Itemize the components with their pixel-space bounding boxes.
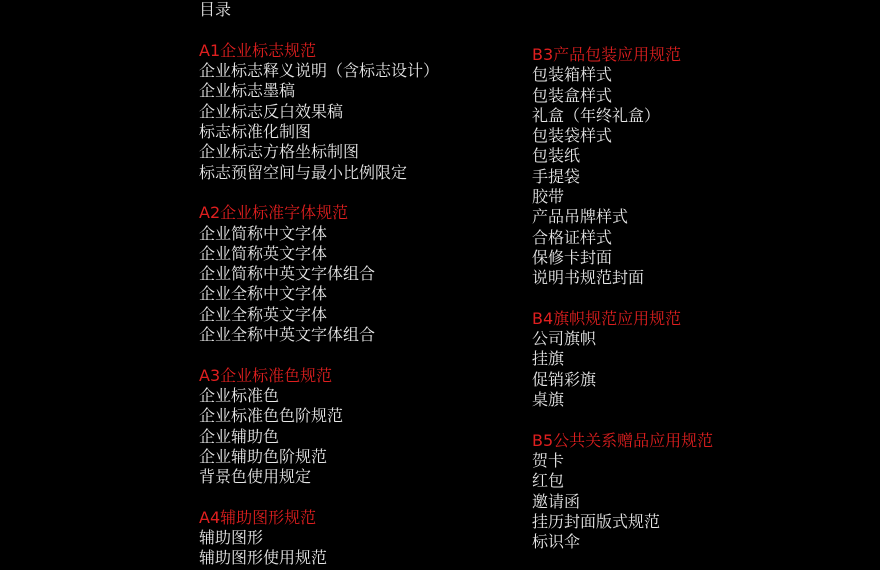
- list-item: 合格证样式: [532, 227, 613, 247]
- list-item: 企业辅助色: [199, 426, 280, 446]
- list-item: 包装纸: [532, 146, 581, 166]
- list-item: 说明书规范封面: [532, 268, 645, 288]
- list-item: 企业简称中文字体: [199, 223, 328, 243]
- list-item: 企业辅助色阶规范: [199, 446, 328, 466]
- list-item: 包装袋样式: [532, 126, 613, 146]
- list-item: 标识伞: [532, 532, 581, 552]
- list-item: 保修卡封面: [532, 247, 613, 267]
- list-item: 礼盒（年终礼盒）: [532, 105, 661, 125]
- list-item: 企业简称英文字体: [199, 243, 328, 263]
- list-item: 企业标志墨稿: [199, 81, 296, 101]
- intro-line: 目录: [199, 0, 232, 20]
- list-item: 桌旗: [532, 390, 565, 410]
- section-heading: A3企业标准色规范: [199, 365, 333, 385]
- section-heading: A2企业标准字体规范: [199, 203, 349, 223]
- section-heading: B3产品包装应用规范: [532, 45, 682, 64]
- list-item: 产品吊牌样式: [532, 207, 629, 227]
- list-item: 背景色使用规定: [199, 467, 312, 487]
- list-item: 企业全称中文字体: [199, 284, 328, 304]
- list-item: 贺卡: [532, 450, 565, 470]
- list-item: 挂历封面版式规范: [532, 511, 661, 531]
- list-item: 企业标志反白效果稿: [199, 101, 344, 121]
- list-item: 企业简称中英文字体组合: [199, 264, 376, 284]
- section-heading: B5公共关系赠品应用规范: [532, 430, 714, 450]
- list-item: 红包: [532, 471, 565, 491]
- spacer: [532, 289, 713, 309]
- section-heading: A1企业标志规范: [199, 40, 317, 60]
- spacer: [199, 345, 439, 365]
- list-item: 企业标准色: [199, 385, 280, 405]
- list-item: 手提袋: [532, 166, 581, 186]
- list-item: 企业标准色色阶规范: [199, 406, 344, 426]
- list-item: 企业标志释义说明（含标志设计）: [199, 61, 440, 81]
- list-item: 辅助图形使用规范: [199, 548, 328, 568]
- section-heading: B4旗帜规范应用规范: [532, 308, 682, 328]
- list-item: 包装箱样式: [532, 65, 613, 85]
- list-item: 胶带: [532, 187, 565, 207]
- left-column: [199, 0, 439, 569]
- list-item: 促销彩旗: [532, 369, 597, 389]
- spacer: [199, 183, 439, 203]
- list-item: 包装盒样式: [532, 85, 613, 105]
- list-item: 企业全称中英文字体组合: [199, 325, 376, 345]
- spacer: [199, 487, 439, 507]
- list-item: 邀请函: [532, 491, 581, 511]
- list-item: 辅助图形: [199, 528, 264, 548]
- list-item: 公司旗帜: [532, 329, 597, 349]
- list-item: 标志预留空间与最小比例限定: [199, 162, 408, 182]
- list-item: 企业标志方格坐标制图: [199, 142, 360, 162]
- section-heading: A4辅助图形规范: [199, 507, 317, 527]
- list-item: 挂旗: [532, 349, 565, 369]
- spacer: [199, 21, 439, 41]
- list-item: 企业全称英文字体: [199, 304, 328, 324]
- list-item: 标志标准化制图: [199, 122, 312, 142]
- spacer: [532, 410, 713, 430]
- right-column: [532, 45, 713, 552]
